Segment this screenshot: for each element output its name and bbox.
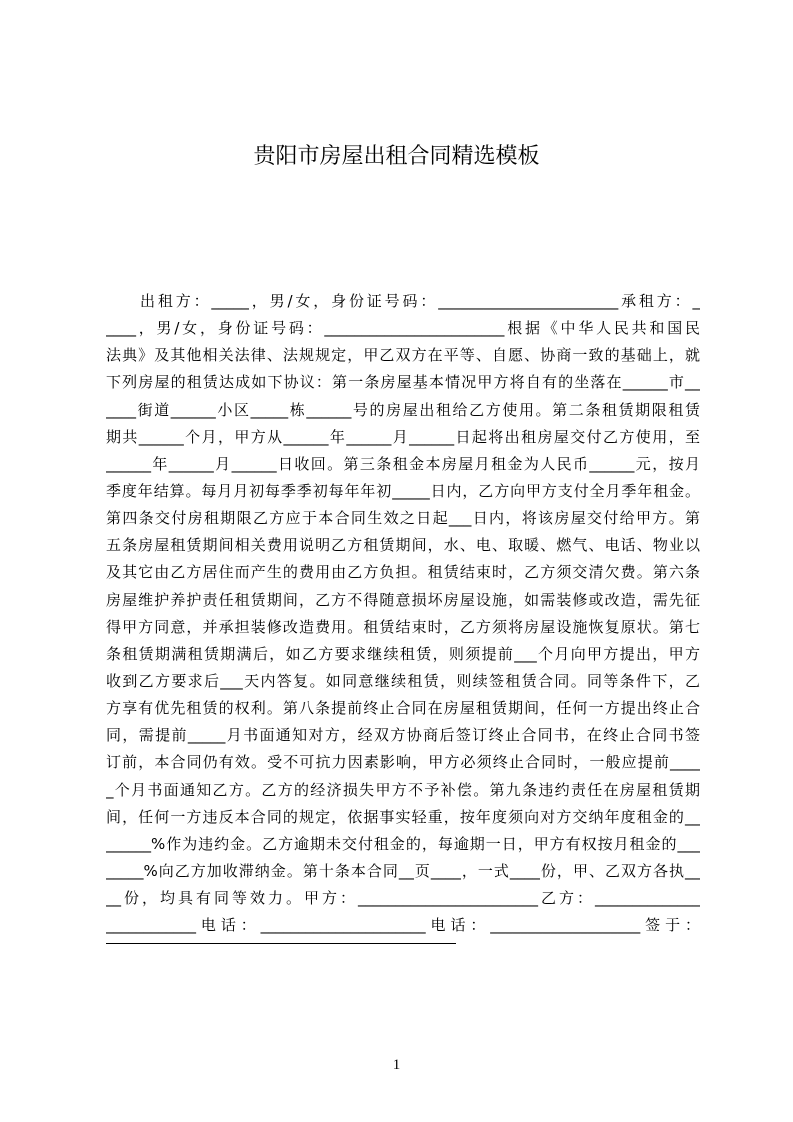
body-line: _个月书面通知乙方。乙方的经济损失甲方不予补偿。第九条违约责任在房屋租赁期 bbox=[106, 780, 700, 799]
body-line: 五条房屋租赁期间相关费用说明乙方租赁期间，水、电、取暖、燃气、电话、物业以 bbox=[106, 536, 700, 555]
body-line: ____________电话：______________________电话：____________________签于： bbox=[106, 916, 700, 935]
body-line: ______年______月______日收回。第三条租金本房屋月租金为人民币______元，按月 bbox=[106, 454, 700, 473]
body-line: ____，男/女，身份证号码：________________________根据《中华人民共和国民 bbox=[106, 319, 700, 338]
body-line: 方享有优先租赁的权利。第八条提前终止合同在房屋租赁期间，任何一方提出终止合 bbox=[106, 699, 700, 718]
body-line: _____%向乙方加收滞纳金。第十条本合同__页____，一式____份，甲、乙双方各执__ bbox=[106, 861, 700, 880]
body-line: ______%作为违约金。乙方逾期未交付租金的，每逾期一日，甲方有权按月租金的___ bbox=[106, 834, 700, 853]
signature-underline bbox=[106, 943, 456, 944]
body-line: 及其它由乙方居住而产生的费用由乙方负担。租赁结束时，乙方须交清欠费。第六条 bbox=[106, 563, 700, 582]
body-line: 法典》及其他相关法律、法规规定，甲乙双方在平等、自愿、协商一致的基础上，就 bbox=[106, 346, 700, 365]
body-line: 房屋维护养护责任租赁期间，乙方不得随意损坏房屋设施，如需装修或改造，需先征 bbox=[106, 590, 700, 609]
body-line: 季度年结算。每月月初每季季初每年年初_____日内，乙方向甲方支付全月季年租金。 bbox=[106, 481, 700, 500]
body-line: 订前，本合同仍有效。受不可抗力因素影响，甲方必须终止合同时，一般应提前____ bbox=[106, 753, 700, 772]
body-line: 下列房屋的租赁达成如下协议：第一条房屋基本情况甲方将自有的坐落在______市__ bbox=[106, 373, 700, 392]
body-line: 条租赁期满租赁期满后，如乙方要求继续租赁，则须提前___个月向甲方提出，甲方 bbox=[106, 644, 700, 663]
body-line: ____街道______小区_____栋______号的房屋出租给乙方使用。第二条租赁期限租赁 bbox=[106, 400, 700, 419]
body-line: 第四条交付房租期限乙方应于本合同生效之日起___日内，将该房屋交付给甲方。第 bbox=[106, 509, 700, 528]
document-title: 贵阳市房屋出租合同精选模板 bbox=[253, 144, 540, 169]
body-line: 同，需提前_____月书面通知对方，经双方协商后签订终止合同书，在终止合同书签 bbox=[106, 726, 700, 745]
body-line: 得甲方同意，并承担装修改造费用。租赁结束时，乙方须将房屋设施恢复原状。第七 bbox=[106, 617, 700, 636]
page-number: 1 bbox=[392, 1057, 401, 1073]
body-line: __份，均具有同等效力。甲方：________________________乙方：______________ bbox=[106, 889, 700, 908]
body-line: 间，任何一方违反本合同的规定，依据事实轻重，按年度须向对方交纳年度租金的__ bbox=[106, 807, 700, 826]
contract-body bbox=[106, 288, 700, 939]
body-line: 期共______个月，甲方从______年______月______日起将出租房屋交付乙方使用，至 bbox=[106, 427, 700, 446]
body-line: 出租方：_____，男/女，身份证号码：________________________承租方：_ bbox=[140, 292, 700, 310]
body-line: 收到乙方要求后___天内答复。如同意继续租赁，则续签租赁合同。同等条件下，乙 bbox=[106, 671, 700, 690]
